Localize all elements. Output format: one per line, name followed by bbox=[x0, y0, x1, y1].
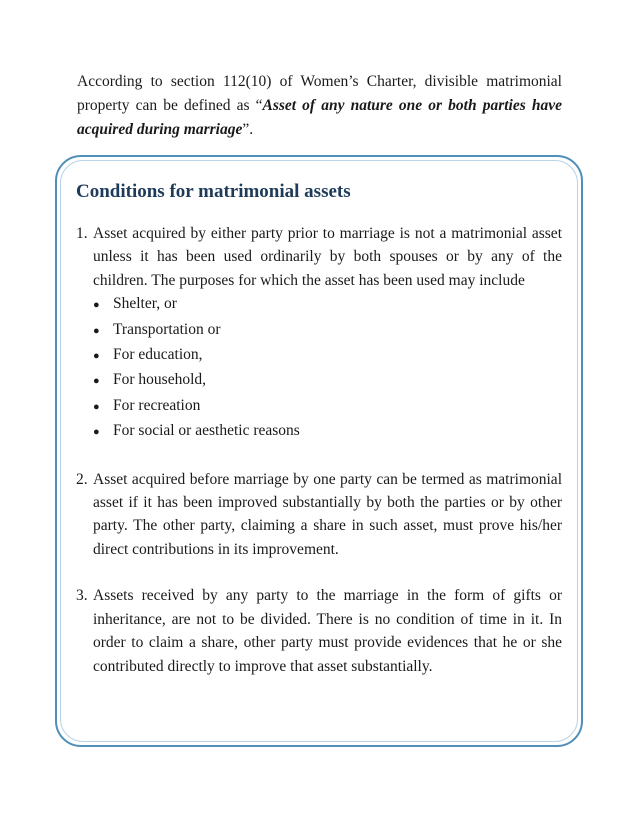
condition-item-2 bbox=[76, 468, 562, 562]
condition-number: 1. bbox=[76, 225, 88, 242]
bullet-item bbox=[93, 343, 562, 368]
condition-number: 3. bbox=[76, 587, 88, 605]
bullet-item bbox=[93, 292, 562, 317]
conditions-list bbox=[76, 222, 562, 701]
bullet-text: For education, bbox=[113, 346, 203, 364]
bullet-icon: ● bbox=[93, 375, 100, 388]
bullet-icon: ● bbox=[93, 350, 100, 363]
condition-text: Asset acquired before marriage by one party can be termed as matrimonial asset if it has been improved substantially by both the parties or by other party. The other party, claiming a share in such asset, must prove his/her direct contributions in its improvement. bbox=[93, 470, 562, 558]
condition-body bbox=[93, 584, 562, 678]
condition-body bbox=[93, 468, 562, 562]
bullet-item bbox=[93, 419, 562, 444]
bullet-item bbox=[93, 368, 562, 393]
intro-paragraph bbox=[77, 70, 562, 142]
bullet-icon: ● bbox=[93, 400, 100, 413]
condition-number: 2. bbox=[76, 470, 88, 488]
bullet-text: Shelter, or bbox=[113, 295, 177, 313]
bullet-text: For recreation bbox=[113, 396, 201, 414]
bullet-icon: ● bbox=[93, 324, 100, 337]
bullet-text: Transportation or bbox=[113, 320, 221, 338]
condition-text: Asset acquired by either party prior to marriage is not a matrimonial asset unless it has been used ordinarily by both spouses or by any of the children. The purposes for which the asset has been used may include bbox=[93, 225, 562, 289]
intro-text-after: ”. bbox=[242, 121, 254, 138]
conditions-heading: Conditions for matrimonial assets bbox=[76, 181, 351, 202]
bullet-text: For social or aesthetic reasons bbox=[113, 422, 300, 440]
condition-body bbox=[93, 222, 562, 445]
bullet-icon: ● bbox=[93, 426, 100, 439]
bullet-item bbox=[93, 394, 562, 419]
condition-item-3 bbox=[76, 584, 562, 678]
condition-text: Assets received by any party to the marriage in the form of gifts or inheritance, are not to be divided. There is no condition of time in it. In order to claim a share, other party must provide evidences that he or she contributed directly to improve that asset substantially. bbox=[93, 587, 562, 675]
purpose-bullet-list bbox=[93, 292, 562, 444]
bullet-text: For household, bbox=[113, 371, 206, 389]
bullet-icon: ● bbox=[93, 299, 100, 312]
condition-item-1 bbox=[76, 222, 562, 445]
intro-emphasis: Asset of any nature one or both parties have acquired during marriage bbox=[77, 97, 562, 138]
bullet-item bbox=[93, 318, 562, 343]
intro-text-before: According to section 112(10) of Women’s Charter, divisible matrimonial property can be defined as “ bbox=[77, 73, 562, 114]
